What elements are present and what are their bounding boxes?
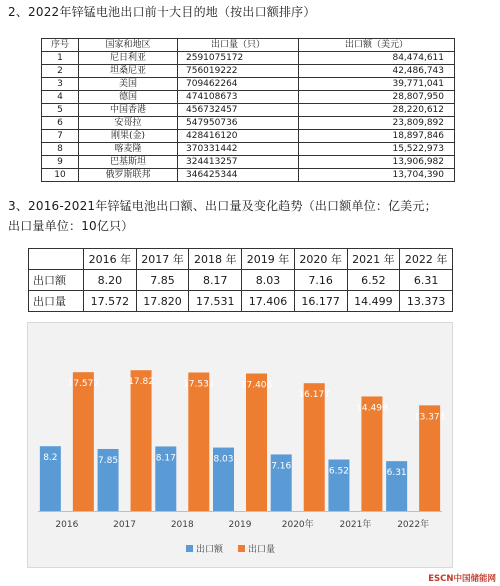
row-number: 2 <box>42 65 79 78</box>
year-header: 2016 年 <box>84 249 137 270</box>
year-header: 2017 年 <box>136 249 189 270</box>
year-header: 2020 年 <box>294 249 347 270</box>
row-value: 42,486,743 <box>299 65 455 78</box>
data-label: 14.499 <box>356 403 388 414</box>
header-value: 出口额（美元） <box>299 39 455 52</box>
trend-cell: 17.406 <box>242 291 295 312</box>
row-quantity: 370331442 <box>178 143 299 156</box>
trend-cell: 17.531 <box>189 291 242 312</box>
row-country: 刚果(金) <box>79 130 178 143</box>
row-value: 39,771,041 <box>299 78 455 91</box>
legend-swatch <box>238 545 245 552</box>
trend-cell: 13.373 <box>400 291 453 312</box>
year-header: 2018 年 <box>189 249 242 270</box>
trend-cell: 8.17 <box>189 270 242 291</box>
row-number: 6 <box>42 117 79 130</box>
table-header-row <box>42 39 455 52</box>
row-country: 美国 <box>79 78 178 91</box>
legend-label: 出口量 <box>248 545 276 555</box>
row-value: 13,704,390 <box>299 169 455 182</box>
trend-cell: 6.31 <box>400 270 453 291</box>
x-tick-label: 2018 <box>170 520 194 530</box>
destination-table <box>41 38 455 182</box>
row-quantity: 756019222 <box>178 65 299 78</box>
row-quantity: 547950736 <box>178 117 299 130</box>
row-number: 5 <box>42 104 79 117</box>
row-value: 23,809,892 <box>299 117 455 130</box>
data-label: 17.572 <box>67 379 100 390</box>
trend-cell: 16.177 <box>294 291 347 312</box>
year-header: 2021 年 <box>347 249 400 270</box>
export-chart-svg <box>28 323 452 567</box>
row-number: 4 <box>42 91 79 104</box>
data-label: 8.03 <box>213 454 234 465</box>
trend-cell: 14.499 <box>347 291 400 312</box>
table-row <box>42 91 455 104</box>
row-quantity: 474108673 <box>178 91 299 104</box>
x-tick-label: 2020年 <box>281 520 314 530</box>
trend-table <box>28 248 453 312</box>
section1-title: 2、2022年锌锰电池出口前十大目的地（按出口额排序） <box>8 5 316 19</box>
row-value: 28,220,612 <box>299 104 455 117</box>
row-quantity: 324413257 <box>178 156 299 169</box>
trend-row <box>29 270 453 291</box>
row-number: 1 <box>42 52 79 65</box>
x-tick-label: 2019 <box>228 520 252 530</box>
row-number: 7 <box>42 130 79 143</box>
data-label: 17.406 <box>240 380 273 391</box>
table-row <box>42 52 455 65</box>
trend-cell: 7.85 <box>136 270 189 291</box>
row-quantity: 346425344 <box>178 169 299 182</box>
row-number: 8 <box>42 143 79 156</box>
trend-corner-cell <box>29 249 84 270</box>
row-quantity: 428416120 <box>178 130 299 143</box>
trend-cell: 17.572 <box>84 291 137 312</box>
data-label: 17.531 <box>183 379 215 390</box>
bar-export-volume <box>188 373 209 511</box>
export-chart <box>27 322 453 568</box>
row-number: 3 <box>42 78 79 91</box>
x-tick-label: 2021年 <box>339 520 372 530</box>
header-country: 国家和地区 <box>79 39 178 52</box>
row-value: 18,897,846 <box>299 130 455 143</box>
section2-title-line2: 出口量单位：10亿只） <box>8 219 134 233</box>
trend-cell: 6.52 <box>347 270 400 291</box>
row-country: 中国香港 <box>79 104 178 117</box>
row-quantity: 456732457 <box>178 104 299 117</box>
trend-row-label: 出口额 <box>29 270 84 291</box>
row-value: 13,906,982 <box>299 156 455 169</box>
data-label: 8.2 <box>43 453 58 464</box>
bar-export-volume <box>73 372 94 511</box>
row-quantity: 2591075172 <box>178 52 299 65</box>
section2-title-line1: 3、2016-2021年锌锰电池出口额、出口量及变化趋势（出口额单位：亿美元； <box>8 199 437 213</box>
row-number: 9 <box>42 156 79 169</box>
header-no: 序号 <box>42 39 79 52</box>
bar-export-volume <box>131 370 152 511</box>
table-row <box>42 117 455 130</box>
section2-title <box>8 196 437 236</box>
trend-cell: 17.820 <box>136 291 189 312</box>
table-row <box>42 104 455 117</box>
legend-label: 出口额 <box>196 545 224 555</box>
row-value: 84,474,611 <box>299 52 455 65</box>
data-label: 16.177 <box>298 390 330 401</box>
bar-export-volume <box>304 383 325 511</box>
row-value: 15,522,973 <box>299 143 455 156</box>
row-country: 巴基斯坦 <box>79 156 178 169</box>
x-tick-label: 2017 <box>113 520 137 530</box>
legend-swatch <box>186 545 193 552</box>
data-label: 6.31 <box>386 468 407 479</box>
trend-row <box>29 291 453 312</box>
trend-cell: 7.16 <box>294 270 347 291</box>
table-row <box>42 78 455 91</box>
row-country: 尼日利亚 <box>79 52 178 65</box>
data-label: 8.17 <box>155 453 176 464</box>
row-number: 10 <box>42 169 79 182</box>
table-row <box>42 130 455 143</box>
year-header: 2022 年 <box>400 249 453 270</box>
x-tick-label: 2016 <box>55 520 79 530</box>
header-quantity: 出口量（只） <box>178 39 299 52</box>
row-country: 坦桑尼亚 <box>79 65 178 78</box>
trend-cell: 8.03 <box>242 270 295 291</box>
data-label: 7.85 <box>98 455 119 466</box>
data-label: 17.82 <box>128 377 154 388</box>
table-row <box>42 156 455 169</box>
trend-header-row <box>29 249 453 270</box>
trend-row-label: 出口量 <box>29 291 84 312</box>
row-country: 俄罗斯联邦 <box>79 169 178 182</box>
row-country: 安哥拉 <box>79 117 178 130</box>
trend-cell: 8.20 <box>84 270 137 291</box>
escn-watermark-logo: ESCN中国储能网 <box>428 574 496 584</box>
row-quantity: 709462264 <box>178 78 299 91</box>
data-label: 13.373 <box>413 412 446 423</box>
table-row <box>42 143 455 156</box>
x-tick-label: 2022年 <box>397 520 430 530</box>
bar-export-volume <box>361 396 382 511</box>
year-header: 2019 年 <box>242 249 295 270</box>
data-label: 7.16 <box>271 461 292 472</box>
row-value: 28,807,950 <box>299 91 455 104</box>
row-country: 德国 <box>79 91 178 104</box>
table-row <box>42 169 455 182</box>
bar-export-volume <box>246 373 267 511</box>
row-country: 喀麦隆 <box>79 143 178 156</box>
table-row <box>42 65 455 78</box>
data-label: 6.52 <box>328 466 349 477</box>
